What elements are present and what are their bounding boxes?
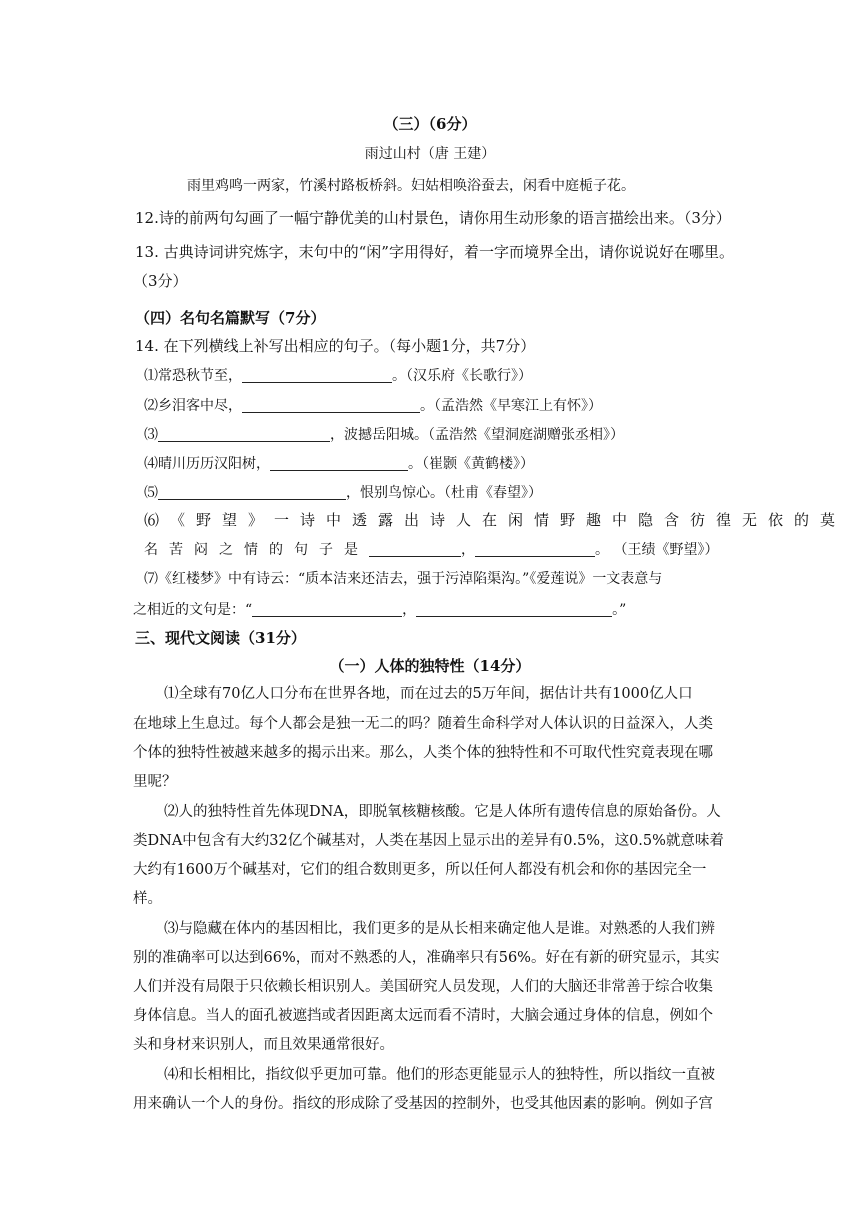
fill-item-6-line2 bbox=[144, 542, 718, 557]
fill-item-suffix: ，恨别鸟惊心。（杜甫《春望》） bbox=[346, 485, 542, 501]
fill-item-suffix: 。” bbox=[612, 602, 627, 618]
poem-text: 雨里鸡鸣一两家，竹溪村路板桥斜。妇姑相唤浴蚕去，闲看中庭栀子花。 bbox=[187, 178, 635, 194]
fill-item-suffix: 。（汉乐府《长歌行》） bbox=[392, 368, 532, 384]
fill-item-suffix: ，波撼岳阳城。（孟浩然《望洞庭湖赠张丞相》） bbox=[330, 427, 624, 443]
paragraph-line: 别的准确率可以达到66%，而对不熟悉的人，准确率只有56%。好在有新的研究显示，其实 bbox=[133, 950, 720, 966]
paragraph-line: 样。 bbox=[133, 891, 162, 907]
question-13-line2: （3分） bbox=[133, 272, 188, 290]
fill-item-7-line2 bbox=[133, 602, 626, 617]
paragraph-line: ⑶与隐藏在体内的基因相比，我们更多的是从长相来确定他人是谁。对熟悉的人我们辨 bbox=[164, 921, 715, 937]
fill-item-mid: ， bbox=[461, 542, 475, 558]
fill-item-mid: ， bbox=[402, 602, 417, 618]
fill-item-4 bbox=[144, 456, 534, 471]
fill-item-2 bbox=[144, 398, 602, 413]
paragraph-line: ⑷和长相相比，指纹似乎更加可靠。他们的形态更能显示人的独特性，所以指纹一直被 bbox=[164, 1067, 715, 1083]
fill-item-3 bbox=[144, 427, 624, 442]
fill-item-prefix: 之相近的文句是：“ bbox=[133, 602, 253, 618]
paragraph-line: 头和身材来识别人，而且效果通常很好。 bbox=[133, 1037, 394, 1053]
paragraph-line: 个体的独特性被越来越多的揭示出来。那么，人类个体的独特性和不可取代性究竟表现在哪 bbox=[133, 745, 713, 761]
paragraph-line: 大约有1600万个碱基对，它们的组合数則更多，所以任何人都没有机会和你的基因完全一 bbox=[133, 862, 707, 878]
fill-item-1 bbox=[144, 368, 532, 383]
question-12: 12.诗的前两句勾画了一幅宁静优美的山村景色，请你用生动形象的语言描绘出来。（3分） bbox=[135, 209, 731, 227]
paragraph-line: 在地球上生息过。每个人都会是独一无二的吗？随着生命科学对人体认识的日益深入，人类 bbox=[133, 716, 713, 732]
fill-item-suffix: 。（孟浩然《早寒江上有怀》） bbox=[420, 398, 602, 414]
article-title: （一）人体的独特性（14分） bbox=[329, 657, 531, 675]
paragraph-line: 类DNA中包含有大约32亿个碱基对，人类在基因上显示出的差异有0.5%，这0.5%就意味着 bbox=[133, 833, 724, 849]
fill-item-prefix: ⑵乡泪客中尽， bbox=[144, 398, 242, 414]
fill-item-prefix: ⑶ bbox=[144, 427, 158, 443]
fill-item-7-line1: ⑺《红楼梦》中有诗云：“质本洁来还洁去，强于污淖陷渠沟。”《爱莲说》一文表意与 bbox=[144, 571, 663, 587]
paragraph-line: 身体信息。当人的面孔被遮挡或者因距离太远而看不清时，大脑会通过身体的信息，例如个 bbox=[133, 1008, 713, 1024]
fill-item-5 bbox=[144, 485, 542, 500]
paragraph-line: ⑵人的独特性首先体现DNA，即脱氧核糖核酸。它是人体所有遗传信息的原始备份。人 bbox=[164, 804, 721, 820]
question-14: 14. 在下列横线上补写出相应的句子。（每小题1分，共7分） bbox=[135, 337, 536, 355]
poem-title: 雨过山村（唐 王建） bbox=[364, 146, 496, 162]
fill-item-prefix: 名苦闷之情的句子是 bbox=[144, 542, 369, 558]
fill-item-6-line1: ⑹《野望》一诗中透露出诗人在闲情野趣中隐含彷徨无依的莫 bbox=[144, 511, 847, 529]
answer-blank[interactable] bbox=[270, 456, 408, 471]
fill-item-suffix: 。 （王绩《野望》） bbox=[595, 542, 719, 558]
paragraph-line: ⑴全球有70亿人口分布在世界各地，而在过去的5万年间，据估计共有1000亿人口 bbox=[164, 686, 693, 702]
answer-blank[interactable] bbox=[475, 542, 595, 557]
part-heading-3: 三、现代文阅读（31分） bbox=[135, 629, 306, 647]
paragraph-line: 里呢？ bbox=[133, 774, 177, 790]
answer-blank[interactable] bbox=[416, 602, 612, 617]
question-13-line1: 13. 古典诗词讲究炼字，末句中的“闲”字用得好，着一字而境界全出，请你说说好在哪里。 bbox=[135, 243, 734, 261]
paragraph-line: 人们并没有局限于只依赖长相识别人。美国研究人员发现，人们的大脑还非常善于综合收集 bbox=[133, 979, 713, 995]
answer-blank[interactable] bbox=[242, 398, 420, 413]
section-heading-4: （四）名句名篇默写（7分） bbox=[135, 309, 326, 327]
answer-blank[interactable] bbox=[158, 485, 346, 500]
answer-blank[interactable] bbox=[158, 427, 330, 442]
fill-item-suffix: 。（崔颢《黄鹤楼》） bbox=[408, 456, 534, 472]
section-heading-3: （三）（6分） bbox=[383, 115, 477, 133]
answer-blank[interactable] bbox=[252, 602, 402, 617]
fill-item-prefix: ⑸ bbox=[144, 485, 158, 501]
answer-blank[interactable] bbox=[369, 542, 461, 557]
answer-blank[interactable] bbox=[242, 368, 392, 383]
fill-item-prefix: ⑴常恐秋节至， bbox=[144, 368, 242, 384]
fill-item-prefix: ⑷晴川历历汉阳树， bbox=[144, 456, 270, 472]
paragraph-line: 用来确认一个人的身份。指纹的形成除了受基因的控制外，也受其他因素的影响。例如子宫 bbox=[133, 1096, 713, 1112]
